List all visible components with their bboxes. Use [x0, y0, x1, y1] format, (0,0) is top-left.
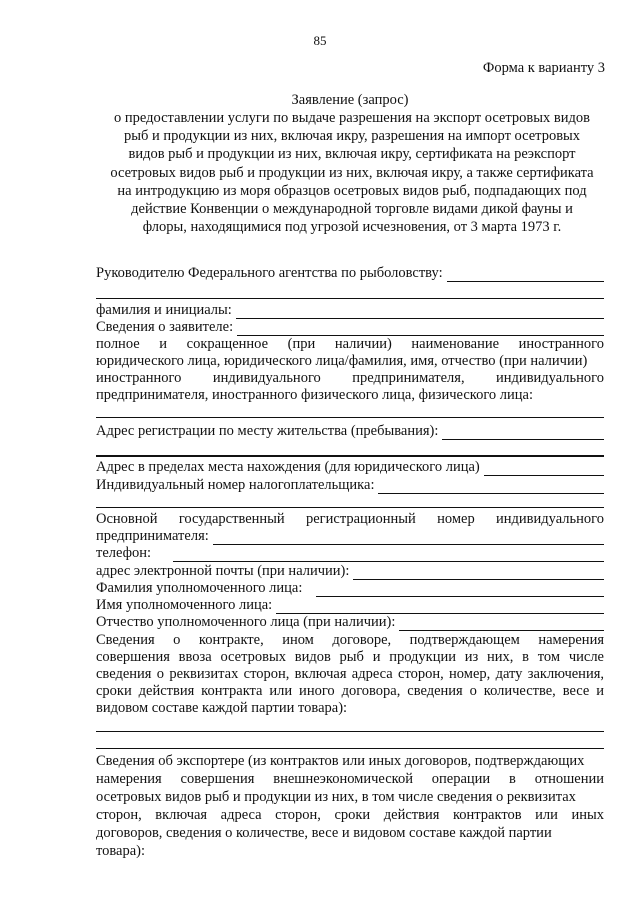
rep-patronymic-row — [96, 614, 604, 631]
applicant-desc-line: юридического лица, юридического лица/фамилия, имя, отчество (при наличии) — [96, 353, 588, 369]
form-title: Заявление (запрос) — [291, 92, 409, 108]
applicant-desc-line: предпринимателя, иностранного физического лица, физического лица: — [96, 387, 534, 403]
page-number: 85 — [313, 33, 327, 48]
surname-row — [96, 302, 604, 319]
rep-name-label: Имя уполномоченного лица: — [96, 597, 273, 613]
rep-patronymic-label: Отчество уполномоченного лица (при наличии): — [96, 614, 396, 630]
reg-address-field-line[interactable] — [96, 455, 604, 457]
inn-row — [96, 477, 604, 494]
exporter-line: сторон, включая адреса сторон, сроки действия контрактов или иных — [96, 807, 604, 823]
email-row — [96, 563, 604, 580]
phone-field[interactable] — [173, 549, 604, 562]
inn-field-line[interactable] — [96, 507, 604, 508]
subtitle-line: флоры, находящимися под угрозой исчезновения, от 3 марта 1973 г. — [142, 219, 562, 236]
ogrnip-label: предпринимателя: — [96, 528, 209, 544]
reg-address-row — [96, 423, 604, 440]
surname-label: фамилия и инициалы: — [96, 302, 232, 318]
location-address-label: Адрес в пределах места нахождения (для юридического лица) — [96, 459, 480, 475]
ogrnip-row — [96, 528, 604, 545]
exporter-line: намерения совершения внешнеэкономической операции в отношении — [96, 771, 604, 787]
subtitle-line: рыб и продукции из них, включая икру, разрешения на импорт осетровых — [123, 128, 581, 145]
addressee-field[interactable] — [447, 269, 604, 282]
email-field[interactable] — [353, 567, 604, 580]
applicant-row — [96, 319, 604, 336]
location-address-row — [96, 459, 604, 476]
exporter-line: товара): — [96, 843, 146, 859]
exporter-line: Сведения об экспортере (из контрактов или иных договоров, подтверждающих — [96, 753, 585, 769]
surname-field[interactable] — [236, 306, 604, 319]
addressee-field-line[interactable] — [96, 298, 604, 299]
addressee-row — [96, 265, 604, 282]
ogrnip-line: Основной государственный регистрационный номер индивидуального — [96, 511, 604, 527]
form-subtitle — [88, 109, 616, 236]
rep-patronymic-field[interactable] — [399, 618, 604, 631]
rep-name-row — [96, 597, 604, 614]
contract-line: видовом составе каждой партии товара): — [96, 700, 348, 716]
addressee-label: Руководителю Федерального агентства по рыболовству: — [96, 265, 443, 281]
exporter-line: осетровых видов рыб и продукции из них, в том числе сведения о реквизитах — [96, 789, 576, 805]
applicant-desc-line: иностранного индивидуального предпринимателя, индивидуального — [96, 370, 604, 386]
rep-surname-row — [96, 580, 604, 597]
ogrnip-field[interactable] — [213, 532, 604, 545]
subtitle-line: о предоставлении услуги по выдаче разрешения на экспорт осетровых видов — [114, 110, 590, 126]
subtitle-line: осетровых видов рыб и продукции из них, включая икру, а также сертификата — [110, 164, 594, 181]
subtitle-line: видов рыб и продукции из них, включая икру, сертификата на реэкспорт — [128, 146, 576, 163]
exporter-line: договоров, сведения о количестве, весе и видовом составе каждой партии — [96, 825, 552, 841]
rep-surname-field[interactable] — [316, 584, 604, 597]
contract-line: Сведения о контракте, ином договоре, подтверждающем намерения — [96, 632, 604, 648]
applicant-field-line[interactable] — [96, 417, 604, 418]
rep-surname-label: Фамилия уполномоченного лица: — [96, 580, 303, 596]
contract-line: совершения ввоза осетровых видов рыб и продукции из них, в том числе — [96, 649, 604, 665]
contract-line: сроки действия контракта или иного договора, сведения о количестве, весе и — [96, 683, 604, 699]
inn-label: Индивидуальный номер налогоплательщика: — [96, 477, 375, 493]
subtitle-line: действие Конвенции о международной торговле видами дикой фауны и — [131, 201, 573, 218]
form-variant-label: Форма к варианту 3 — [482, 60, 605, 76]
applicant-desc-line: полное и сокращенное (при наличии) наименование иностранного — [96, 336, 604, 352]
reg-address-field[interactable] — [442, 427, 604, 440]
applicant-label: Сведения о заявителе: — [96, 319, 234, 335]
applicant-field[interactable] — [237, 323, 604, 336]
contract-line: сведения о реквизитах сторон, включая адреса сторон, номер, дату заключения, — [96, 666, 604, 682]
rep-name-field[interactable] — [276, 601, 604, 614]
contract-field-line[interactable] — [96, 748, 604, 749]
location-address-field[interactable] — [484, 463, 604, 476]
contract-field-line[interactable] — [96, 731, 604, 732]
email-label: адрес электронной почты (при наличии): — [96, 563, 350, 579]
phone-label: телефон: — [96, 545, 152, 561]
reg-address-label: Адрес регистрации по месту жительства (пребывания): — [96, 423, 439, 439]
phone-row — [96, 545, 604, 562]
subtitle-line: на интродукцию из моря образцов осетровых видов рыб, подпадающих под — [117, 182, 587, 199]
inn-field[interactable] — [378, 481, 604, 494]
